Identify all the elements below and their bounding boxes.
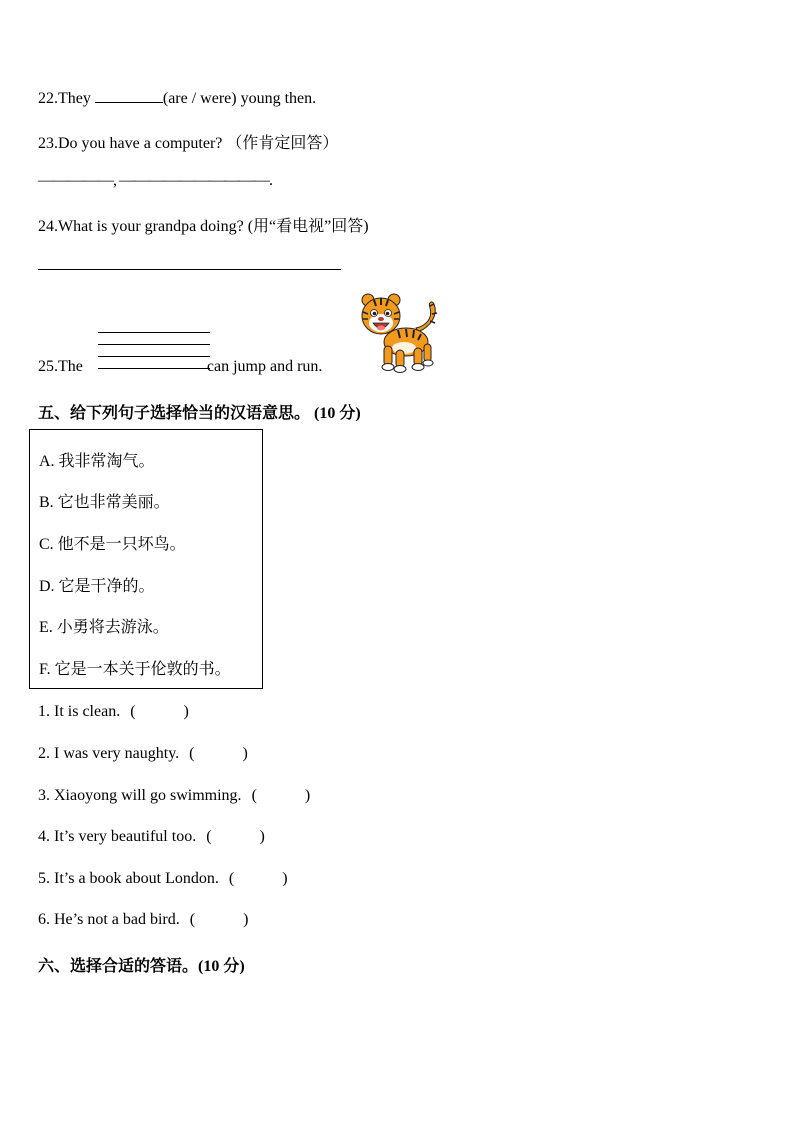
question-25 <box>38 358 322 376</box>
question-number: 24. <box>38 218 58 235</box>
question-22 <box>38 88 316 108</box>
question-text: Do you have a computer? （作肯定回答） <box>58 135 339 152</box>
answer-parentheses[interactable]: ( ) <box>189 911 249 928</box>
question-number: 25. <box>38 358 58 375</box>
question-23 <box>38 130 338 153</box>
item-text: 5. It’s a book about London. <box>38 870 219 887</box>
four-line-grid-line-1 <box>98 332 210 333</box>
matching-item-2 <box>38 745 248 763</box>
option-a: A. 我非常淘气。 <box>39 453 155 470</box>
question-text-before: They <box>58 90 95 107</box>
answer-parentheses[interactable]: ( ) <box>251 787 311 804</box>
option-e: E. 小勇将去游泳。 <box>39 619 169 636</box>
section-5-heading: 五、给下列句子选择恰当的汉语意思。 (10 分) <box>38 405 361 422</box>
item-text: 1. It is clean. <box>38 703 121 720</box>
four-line-grid-line-2 <box>98 344 210 345</box>
question-text-after: can jump and run. <box>206 358 323 375</box>
option-d: D. 它是干净的。 <box>39 578 155 595</box>
option-b: B. 它也非常美丽。 <box>39 494 170 511</box>
section-6-heading: 六、选择合适的答语。(10 分) <box>38 958 245 975</box>
answer-parentheses[interactable]: ( ) <box>189 745 248 762</box>
question-24-answer-line[interactable] <box>38 269 341 270</box>
question-text: What is your grandpa doing? (用“看电视”回答) <box>58 218 369 235</box>
matching-item-5 <box>38 870 288 888</box>
item-text: 4. It’s very beautiful too. <box>38 828 197 845</box>
question-number: 22. <box>38 90 58 107</box>
option-c: C. 他不是一只坏鸟。 <box>39 536 186 553</box>
question-text-after: (are / were) young then. <box>162 90 317 107</box>
options-box <box>29 429 263 689</box>
matching-item-3 <box>38 787 310 805</box>
answer-parentheses[interactable]: ( ) <box>206 828 265 845</box>
tiger-illustration <box>358 292 442 374</box>
matching-item-4 <box>38 828 265 846</box>
answer-blank[interactable] <box>95 88 163 103</box>
question-23-answer-line[interactable]: —————, ——————————. <box>38 172 272 189</box>
matching-item-6 <box>38 911 248 929</box>
option-f: F. 它是一本关于伦敦的书。 <box>39 661 231 678</box>
question-24 <box>38 213 369 236</box>
question-text-before: The <box>58 358 83 375</box>
item-text: 3. Xiaoyong will go swimming. <box>38 787 242 804</box>
item-text: 6. He’s not a bad bird. <box>38 911 180 928</box>
matching-item-1 <box>38 703 189 721</box>
question-number: 23. <box>38 135 58 152</box>
answer-parentheses[interactable]: ( ) <box>130 703 189 720</box>
four-line-grid-line-3 <box>98 356 210 357</box>
answer-parentheses[interactable]: ( ) <box>228 870 288 887</box>
item-text: 2. I was very naughty. <box>38 745 180 762</box>
